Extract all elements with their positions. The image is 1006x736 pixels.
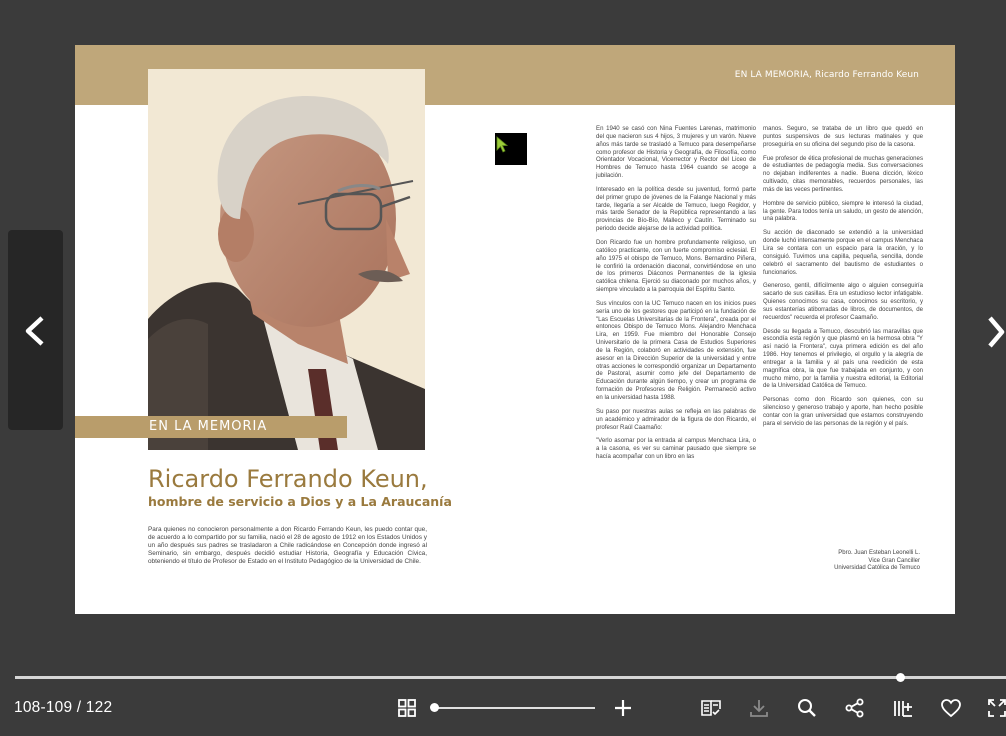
signature-block xyxy=(815,550,920,573)
mouse-pointer-icon xyxy=(496,136,510,154)
share-button[interactable] xyxy=(844,697,866,719)
zoom-slider-handle[interactable] xyxy=(430,703,439,712)
text-column-left xyxy=(596,125,756,467)
add-to-collection-icon xyxy=(892,697,914,719)
share-icon xyxy=(844,697,866,719)
article-subtitle: hombre de servicio a Dios y a La Araucanía xyxy=(148,494,452,509)
text-column-right xyxy=(763,125,923,434)
intro-paragraph: Para quienes no conocieron personalmente a don Ricardo Ferrando Keun, les puedo contar que, de acuerdo a lo compartido por su familia, nació el 28 de agosto de 1912 en los Estados Unidos y un año después sus padres se trasladaron a Chile radicándose en Concepción donde ingresó al Seminario, sin embargo, después decidió estudiar Historia, Geografía y Educación Cívica, obteniendo el título de Profesor de Estado en el Instituto Pedagógico de la Universidad de Chile. xyxy=(148,526,427,566)
cursor-overlay xyxy=(495,133,527,165)
like-button[interactable] xyxy=(940,697,962,719)
paragraph: Hombre de servicio público, siempre le interesó la ciudad, la gente. Para todos tenía un saludo, un gesto de atención, una palabra. xyxy=(763,199,923,223)
heart-icon xyxy=(940,697,962,719)
reader-mode-button[interactable] xyxy=(700,697,722,719)
paragraph: Sus vínculos con la UC Temuco nacen en los inicios pues sería uno de los gestores que participó en la fundación de "Las Escuelas Universitarias de la Frontera", creada por el entonces Obispo de Temuco Mons. Alejandro Menchaca Lira, en 1959. Fue miembro del Honorable Consejo Universitario de la primera Casa de Estudios Superiores de la Región, colaboró en actividades de extensión, fue asesor en la Dirección Superior de la universidad y entre otras acciones le correspondió organizar un Departamento de Pastoral, asumir como jefe del Departamento de Educación durante algún tiempo, y crear un programa de formación de Profesores de Religión. Permaneció activo en la universidad hasta 1988. xyxy=(596,299,756,401)
article-title: Ricardo Ferrando Keun, xyxy=(148,465,428,493)
signature-institution: Universidad Católica de Temuco xyxy=(834,565,920,572)
next-page-button[interactable] xyxy=(984,312,1006,352)
paragraph: Don Ricardo fue un hombre profundamente religioso, un católico practicante, con un fuerte compromiso eclesial. El año 1975 el obispo de Temuco, Mons. Bernardino Piñera, le confirió la ordenación diaconal, convirtiéndose en uno de los primeros Diáconos Permanentes de la iglesia católica chilena. Ejerció su diaconado por muchos años, y siempre vinculado a la parroquia del Espíritu Santo. xyxy=(596,238,756,294)
download-icon xyxy=(748,697,770,719)
paragraph: Fue profesor de ética profesional de muchas generaciones de estudiantes de pedagogía media. Sus conversaciones no dejaban indiferentes a nadie. Buena dicción, léxico cultivado, citas memorables, recuerdos personales, las más de las veces pertinentes. xyxy=(763,154,923,193)
paragraph: "Verlo asomar por la entrada al campus Menchaca Lira, o a la casona, es ver su caminar pausado que siempre se hacía acompañar con un libro en las xyxy=(596,437,756,461)
grid-view-button[interactable] xyxy=(396,697,418,719)
zoom-slider[interactable] xyxy=(432,707,595,709)
fullscreen-icon xyxy=(986,697,1006,719)
fullscreen-button[interactable] xyxy=(986,697,1006,719)
signature-name: Pbro. Juan Esteban Leonelli L. xyxy=(838,550,920,556)
running-head: EN LA MEMORIA, Ricardo Ferrando Keun xyxy=(734,70,919,80)
page-spread xyxy=(75,45,955,614)
reader-mode-icon xyxy=(700,697,722,719)
previous-page-button[interactable] xyxy=(8,230,63,430)
page-progress-bar[interactable] xyxy=(15,676,1006,679)
paragraph: Su paso por nuestras aulas se refleja en las palabras de un académico y admirador de la figura de don Ricardo, el profesor Raúl Caamaño: xyxy=(596,407,756,431)
signature-role: Vice Gran Canciller xyxy=(868,557,920,564)
paragraph: En 1940 se casó con Nina Fuentes Larenas, matrimonio del que nacieron sus 4 hijos, 3 mujeres y un varón. Nueve años más tarde se trasladó a Temuco para desempeñarse como profesor de Historia y Geografía, de Filosofía, como Orientador Vocacional, Vicerrector y Rector del Liceo de Hombres de Temuco hasta 1964 cuando se acoge a jubilación. xyxy=(596,125,756,180)
zoom-in-button[interactable] xyxy=(612,697,634,719)
paragraph: Desde su llegada a Temuco, descubrió las maravillas que escondía esta región y que plasmó en la hermosa obra "Y así nació la Frontera", cuya primera edición es del año 1986. Hoy tenemos el privilegio, el orgullo y la alegría de entregar a la familia y al país una reedición de esta magnífica obra, la que fue trabajada en conjunto, y con mucho mimo, por la familia y nuestra editorial, la Editorial de la Universidad Católica de Temuco. xyxy=(763,327,923,390)
portrait-photo xyxy=(148,69,425,450)
chevron-right-icon xyxy=(984,312,1006,352)
grid-view-icon xyxy=(396,697,418,719)
paragraph: Interesado en la política desde su juventud, formó parte del primer grupo de jóvenes de la Falange Nacional y más tarde, llegaría a ser Alcalde de Temuco, luego Regidor, y más tarde Senador de la República representando a las provincias de Bío-Bío, Malleco y Cautín. Terminado su periodo decide alejarse de la actividad política. xyxy=(596,185,756,233)
plus-icon xyxy=(612,697,634,719)
add-to-collection-button[interactable] xyxy=(892,697,914,719)
chevron-left-icon xyxy=(22,316,48,346)
paragraph: Su acción de diaconado se extendió a la universidad donde luchó intensamente porque en el campus Menchaca Lira se contara con un espacio para la oración, y lo consiguió. Tuvimos una capilla, pequeña, sencilla, donde celebró el sacramento del bautismo de estudiantes o funcionarios. xyxy=(763,229,923,276)
search-button[interactable] xyxy=(796,697,818,719)
paragraph: Personas como don Ricardo son quienes, con su silencioso y generoso trabajo y aporte, han hecho posible contar con la gran universidad que estamos construyendo para el servicio de las personas de la región y el país. xyxy=(763,396,923,427)
page-indicator: 108-109 / 122 xyxy=(14,699,113,716)
section-label: EN LA MEMORIA xyxy=(149,419,268,434)
paragraph: Generoso, gentil, difícilmente algo o alguien conseguiría sacarlo de sus casillas. Era un estudioso lector infatigable. Quienes conocimos su casa, conocimos su escritorio, y sus estanterías atiborradas de libros, de documentos, de recuerdos" recuerda el profesor Caamaño. xyxy=(763,282,923,321)
paragraph: manos. Seguro, se trataba de un libro que quedó en puntos suspensivos de sus lecturas matinales y que proseguiría en su oficina del segundo piso de la casona. xyxy=(763,125,923,148)
page-progress-handle[interactable] xyxy=(896,673,905,682)
download-button[interactable] xyxy=(748,697,770,719)
search-icon xyxy=(796,697,818,719)
